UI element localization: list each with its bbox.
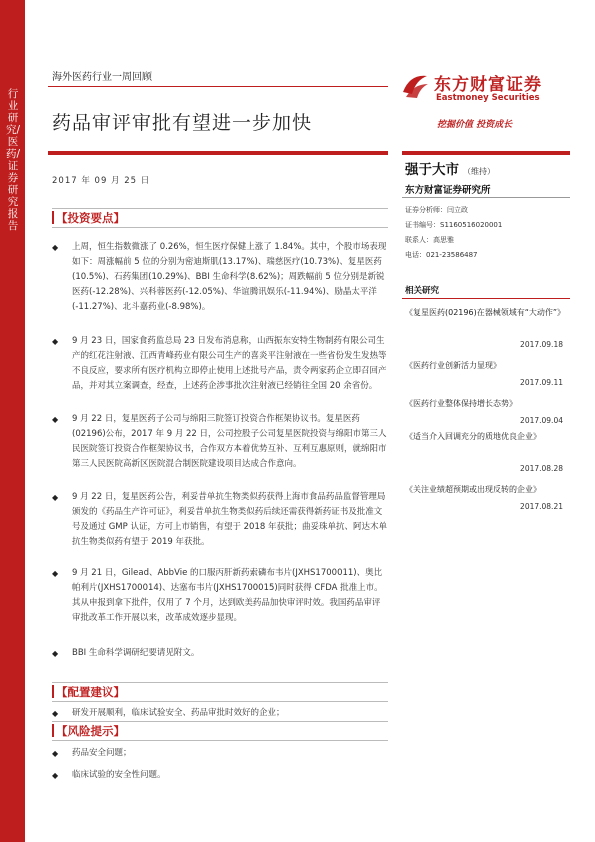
- diamond-icon: ◆: [52, 493, 59, 502]
- analyst-cert: 证书编号：S1160516020001: [405, 221, 503, 229]
- diamond-icon: ◆: [52, 243, 59, 252]
- related-item[interactable]: 《医药行业创新活力显现》: [405, 361, 501, 370]
- diamond-icon: ◆: [52, 749, 59, 758]
- eastmoney-logo-icon: [400, 70, 430, 100]
- related-item-date: 2017.08.28: [520, 464, 563, 473]
- related-item-date: 2017.09.04: [520, 416, 563, 425]
- report-series: 海外医药行业一周回顾: [52, 72, 152, 83]
- brand-name-en: Eastmoney Securities: [436, 93, 540, 103]
- related-item[interactable]: 《医药行业整体保持增长态势》: [405, 399, 517, 408]
- list-item: ◆ 上周，恒生指数微涨了 0.26%，恒生医疗保健上涨了 1.84%。其中，个股市场表现如下：周涨幅前 5 位的分别为密迪斯肌(13.17%)、瑞慈医疗(10.73%)、复星医药(10.5%)、石药集团(10.29%)、BBI 生命科学(8.62%)；周跌幅前 5 位分别是新锐医药(-12.28%)、兴科蓉医药(-12.05%)、华谊腾讯娱乐(-11.94%)、励晶太平洋(-11.27%)、北斗嘉药业(-8.98%)。: [52, 242, 387, 312]
- related-item-date: 2017.09.11: [520, 378, 563, 387]
- list-item: ◆ 药品安全问题；: [52, 746, 388, 761]
- list-item: ◆ 研发开展顺利，临床试验安全、药品审批时效好的企业；: [52, 706, 388, 721]
- section-risk-heading: [52, 721, 388, 741]
- analyst-name: 证券分析师：闫立政: [405, 206, 468, 214]
- brand-logo: [400, 68, 570, 108]
- series-divider: [48, 86, 388, 87]
- list-item: ◆ 临床试验的安全性问题。: [52, 768, 388, 783]
- list-item: ◆ 9 月 21 日，Gilead、AbbVie 的口服丙肝新药索磷布韦片(JXHS1700011)、奥比帕利片(JXHS1700014)、达塞布韦片(JXHS1700015)同时获得 CFDA 批准上市。其从申报到拿下批件，仅用了 7 个月，达到欧美药品加快审评时效。我国药品审评审批改革工作开展以来，改革成效逐步显现。: [52, 568, 383, 623]
- institute-divider: [402, 197, 570, 198]
- side-category-text: 行业研究/医药/证券研究报告: [6, 88, 21, 232]
- report-date: 2017 年 09 月 25 日: [52, 176, 151, 186]
- diamond-icon: ◆: [52, 771, 59, 780]
- side-category-bar: [0, 0, 25, 842]
- related-item[interactable]: 《适当介入回调充分的质地优良企业》: [405, 432, 541, 441]
- contact-phone: 电话：021-23586487: [405, 251, 478, 259]
- diamond-icon: ◆: [52, 415, 59, 424]
- list-item: ◆ BBI 生命科学调研纪要请见附文。: [52, 646, 388, 661]
- section-allocation-heading: [52, 682, 388, 702]
- related-item[interactable]: 《关注业绩超预期或出现反转的企业》: [405, 485, 541, 494]
- diamond-icon: ◆: [52, 649, 59, 658]
- title-rule-left: [48, 151, 388, 155]
- section-investment-heading: [52, 208, 388, 228]
- title-rule-right: [402, 151, 570, 155]
- related-heading: 相关研究: [405, 286, 440, 296]
- section-allocation-label: 【配置建议】: [56, 685, 125, 699]
- list-item: ◆ 9 月 23 日，国家食药监总局 23 日发布消息称，山西振东安特生物制药有限公司生产的红花注射液、江西青峰药业有限公司生产的喜炎平注射液在一些省份发生发热等不良反应，要求所有医疗机构立即停止使用上述批号产品，责令两家药企立即召回产品，并对其立案调查，经查，上述药企涉事批次注射液已经销往全国 20 余省份。: [52, 336, 387, 391]
- related-item[interactable]: 《复星医药(02196)在器械领域有“大动作”》: [405, 308, 565, 317]
- rating: [405, 158, 495, 178]
- contact-name: 联系人：高思雅: [405, 236, 454, 244]
- diamond-icon: ◆: [52, 569, 59, 578]
- list-item: ◆ 9 月 22 日，复星医药公告，利妥昔单抗生物类似药获得上海市食品药品监督管理局颁发的《药品生产许可证》，利妥昔单抗生物类似药后续还需获得新药证书及批准文号及通过 GMP 认证，方可上市销售，有望于 2018 年获批；曲妥珠单抗、阿达木单抗生物类似药有望于 2019 年获批。: [52, 492, 387, 547]
- list-item: ◆ 9 月 22 日，复星医药子公司与绵阳三院签订投资合作框架协议书。复星医药(02196)公布，2017 年 9 月 22 日，公司控股子公司复星医院投资与绵阳市第三人民医院签订投资合作框架协议书，合作双方本着优势互补、互利互惠原则，就绵阳市第三人民医院高新区医院混合制医院建设项目达成合作意向。: [52, 414, 387, 469]
- related-item-date: 2017.09.18: [520, 340, 563, 349]
- brand-slogan: 挖掘价值 投资成长: [437, 120, 513, 130]
- diamond-icon: ◆: [52, 337, 59, 346]
- rating-label: 强于大市: [405, 162, 459, 178]
- section-risk-label: 【风险提示】: [56, 724, 125, 738]
- diamond-icon: ◆: [52, 709, 59, 718]
- related-item-date: 2017.08.21: [520, 502, 563, 511]
- institute-name: 东方财富证券研究所: [405, 185, 491, 196]
- brand-name-cn: 东方财富证券: [434, 75, 542, 95]
- report-title: 药品审评审批有望进一步加快: [52, 112, 313, 134]
- rating-tag: （维持）: [463, 167, 495, 176]
- related-divider: [402, 298, 570, 299]
- section-investment-label: 【投资要点】: [56, 211, 125, 225]
